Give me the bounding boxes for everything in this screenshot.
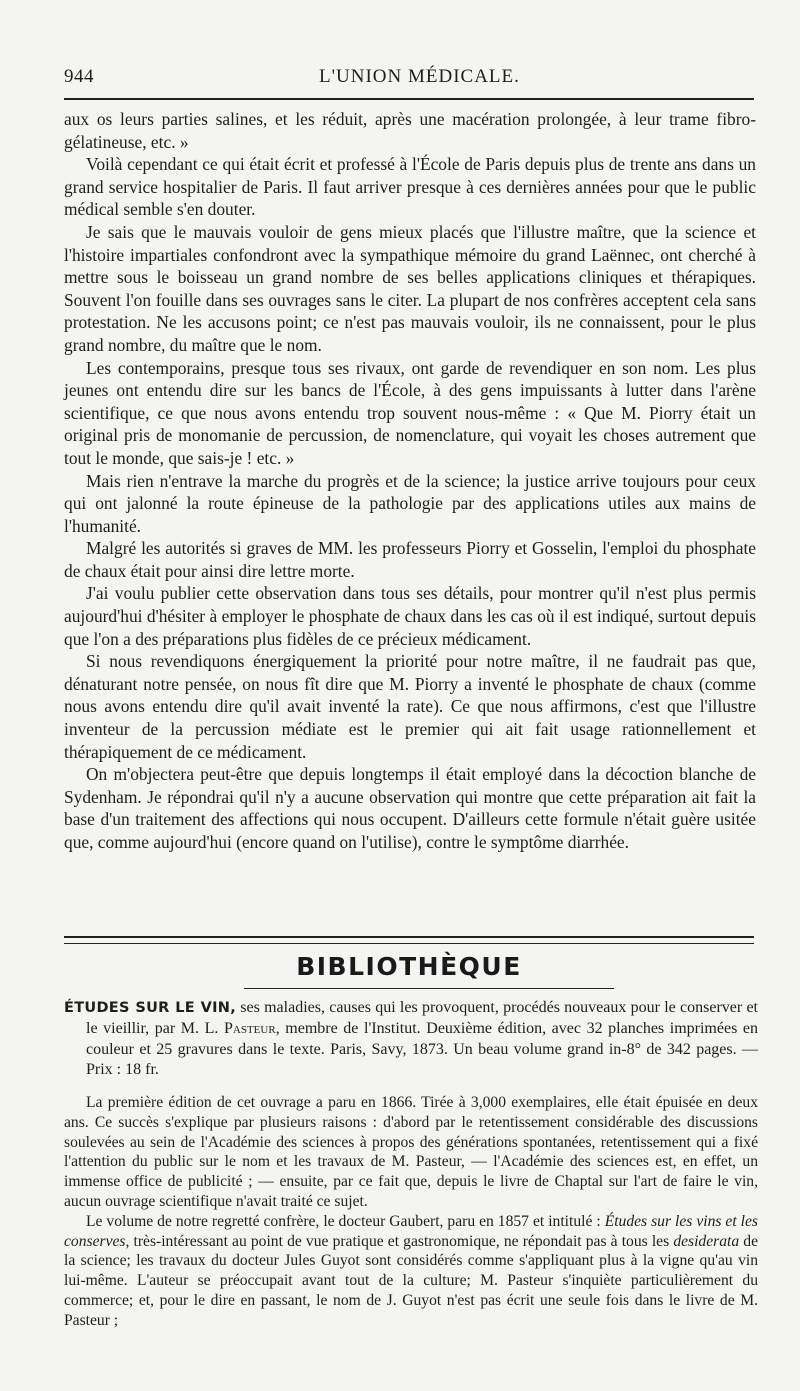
book-review <box>64 1093 758 1331</box>
citation-details: , membre de l'Institut. Deuxième édition, avec 32 planches imprimées en couleur et 25 gravures dans le texte. Paris, Savy, 1873. Un beau volume grand in-8° de 342 pages. — Prix : 18 fr. <box>86 1019 758 1079</box>
review-text: Le volume de notre regretté confrère, le docteur Gaubert, paru en 1857 et intitulé : <box>86 1212 605 1230</box>
paragraph: Je sais que le mauvais vouloir de gens mieux placés que l'illustre maître, que la science et l'histoire impartiales confondront avec la sympathique mémoire du grand Laënnec, ont cherché à mettre sous le boisseau un grand nombre de ses belles applications cliniques et thérapiques. Souvent l'on fouille dans ses ouvrages sans le citer. La plupart de nos confrères acceptent cela sans protestation. Ne les accusons point; ce n'est pas mauvais vouloir, ils ne connaissent, pour le plus grand nombre, du maître que le nom. <box>64 221 756 355</box>
paragraph: aux os leurs parties salines, et les réduit, après une macération prolongée, à leur trame fibro-gélatineuse, etc. » <box>64 109 756 152</box>
latin-term: desiderata <box>673 1232 740 1250</box>
section-title-rule <box>244 988 614 989</box>
book-citation <box>64 998 758 1081</box>
page-number: 944 <box>64 66 94 87</box>
paragraph: On m'objectera peut-être que depuis longtemps il était employé dans la décoction blanche de Sydenham. Je répondrai qu'il n'y a aucune observation qui montre que cette préparation ait fait la base d'un traitement des affections qui nous occupent. D'ailleurs cette formule n'était guère usitée que, comme aujourd'hui (encore quand on l'utilise), contre le symptôme diarrhée. <box>64 764 756 852</box>
review-paragraph: La première édition de cet ouvrage a paru en 1866. Tirée à 3,000 exemplaires, elle était épuisée en deux ans. Ce succès s'explique par plusieurs raisons : d'abord par le retentissement considérable des discussions soulevées au sein de l'Académie des sciences à propos des générations spontanées, retentissement qui a fixé l'attention du public sur le nom et les travaux de M. Pasteur, — l'Académie des sciences est, en effet, un immense office de publicité ; — ensuite, par ce fait que, depuis le livre de Chaptal sur l'art de faire le vin, aucun ouvrage scientifique n'avait traité ce sujet. <box>64 1094 758 1210</box>
paragraph: Mais rien n'entrave la marche du progrès et de la science; la justice arrive toujours pour ceux qui ont jalonné la route épineuse de la pathologie par des applications utiles aux mains de l'humanité. <box>64 470 756 536</box>
paragraph: Si nous revendiquons énergiquement la priorité pour notre maître, il ne faudrait pas que, dénaturant notre pensée, on nous fît dire que M. Piorry a inventé le phosphate de chaux (comme nous avons entendu dire qu'il avait inventé la rate). Ce que nous affirmons, c'est que l'illustre inventeur de la percussion médiate est le premier qui ait fait usage rationnellement et thérapiquement de ce médicament. <box>64 651 756 762</box>
header-rule <box>64 98 754 100</box>
review-text: de la science; les travaux du docteur Jules Guyot sont considérés comme s'appliquant plus à la vigne qu'au vin lui-même. L'auteur se préoccupait avant tout de la culture; M. Pasteur s'inquiète particulièrement du commerce; et, pour le dire en passant, le nom de J. Guyot n'est pas écrit une seule fois dans le livre de M. Pasteur ; <box>64 1232 759 1329</box>
paragraph: Malgré les autorités si graves de MM. les professeurs Piorry et Gosselin, l'emploi du phosphate de chaux était pour ainsi dire lettre morte. <box>64 538 756 581</box>
book-title: ÉTUDES SUR LE VIN, <box>64 1000 237 1016</box>
cited-work-title: Études sur les vins et les conserves <box>64 1212 758 1250</box>
running-header <box>64 66 754 92</box>
book-author: Pasteur <box>224 1019 276 1037</box>
paragraph: Les contemporains, presque tous ses rivaux, ont garde de revendiquer en son nom. Les plus jeunes ont entendu dire sur les bancs de l'École, à des gens impuissants à lutter dans l'arène scientifique, ce que nous avons entendu trop souvent nous-même : « Que M. Piorry était un original pris de monomanie de percussion, de nomenclature, qui voyait les choses autrement que tout le monde, que sais-je ! etc. » <box>64 357 756 468</box>
review-text: , très-intéressant au point de vue pratique et gastronomique, ne répondait pas à tous les <box>125 1232 674 1250</box>
citation-text: ses maladies, causes qui les provoquent, procédés nouveaux pour le conserver et le vieillir, par M. L. <box>86 999 758 1037</box>
paragraph: J'ai voulu publier cette observation dans tous ses détails, pour montrer qu'il n'est plus permis aujourd'hui d'hésiter à employer le phosphate de chaux dans les cas où il est indiqué, surtout depuis que l'on a des préparations plus fidèles de ce précieux médicament. <box>64 583 756 649</box>
bibliography-entry <box>64 998 758 1081</box>
journal-title: L'UNION MÉDICALE. <box>319 66 520 87</box>
review-paragraph <box>64 1212 758 1331</box>
section-divider <box>64 936 754 944</box>
article-body <box>64 108 756 854</box>
paragraph: Voilà cependant ce qui était écrit et professé à l'École de Paris depuis plus de trente ans dans un grand service hospitalier de Paris. Il faut arriver presque à ces dernières années pour que le public médical semble s'en douter. <box>64 154 756 220</box>
section-title: BIBLIOTHÈQUE <box>296 952 522 981</box>
